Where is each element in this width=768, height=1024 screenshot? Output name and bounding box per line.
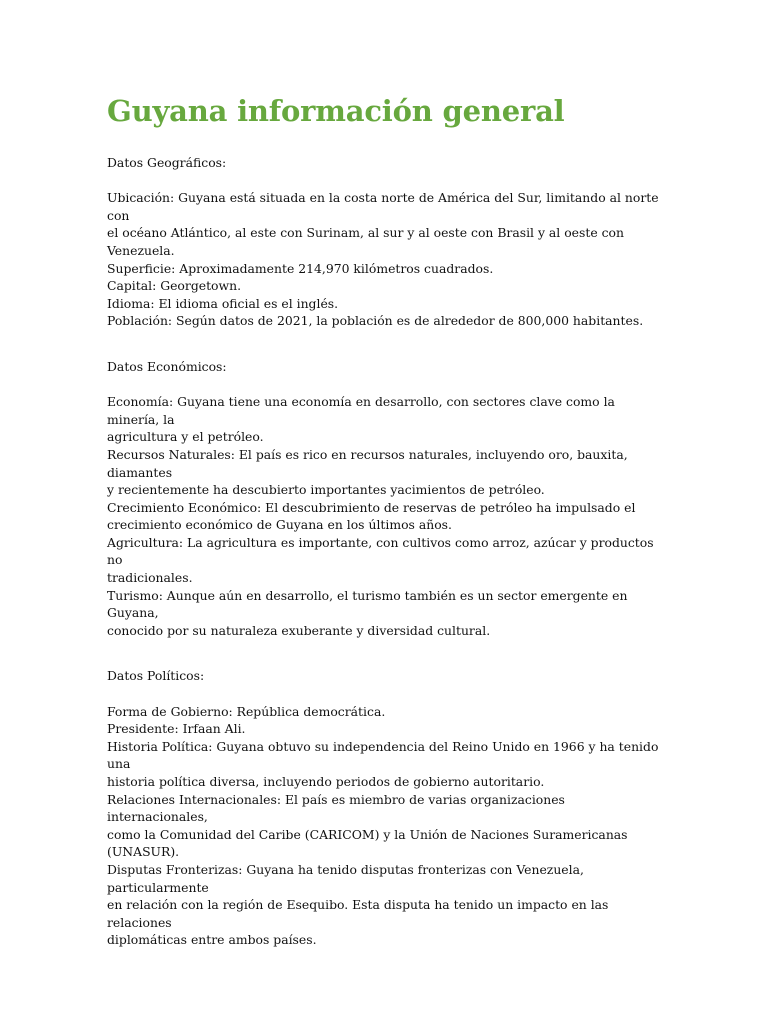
body-line: en relación con la región de Esequibo. Esta disputa ha tenido un impacto en las relaciones	[107, 897, 609, 930]
body-line: Capital: Georgetown.	[107, 278, 242, 294]
body-line: como la Comunidad del Caribe (CARICOM) y la Unión de Naciones Suramericanas	[107, 826, 628, 842]
section-heading-political: Datos Políticos:	[107, 668, 205, 684]
body-line: Economía: Guyana tiene una economía en desarrollo, con sectores clave como la minería, la	[107, 394, 615, 427]
body-line: tradicionales.	[107, 570, 193, 586]
body-line: Crecimiento Económico: El descubrimiento de reservas de petróleo ha impulsado el	[107, 499, 636, 515]
body-line: conocido por su naturaleza exuberante y diversidad cultural.	[107, 622, 491, 638]
section-body-political	[107, 703, 667, 949]
body-line: Forma de Gobierno: República democrática.	[107, 703, 386, 719]
body-line: el océano Atlántico, al este con Surinam, al sur y al oeste con Brasil y al oeste con Venezuela.	[107, 225, 624, 258]
body-line: Disputas Fronterizas: Guyana ha tenido disputas fronterizas con Venezuela, particularmente	[107, 861, 584, 895]
document-page	[107, 92, 667, 949]
body-line: Superficie: Aproximadamente 214,970 kilómetros cuadrados.	[107, 260, 494, 276]
section-heading-economic: Datos Económicos:	[107, 358, 227, 374]
body-line: (UNASUR).	[107, 844, 180, 860]
body-line: Población: Según datos de 2021, la población es de alrededor de 800,000 habitantes.	[107, 313, 644, 329]
body-line: Presidente: Irfaan Ali.	[107, 721, 246, 737]
body-line: diplomáticas entre ambos países.	[107, 932, 317, 948]
body-line: Ubicación: Guyana está situada en la costa norte de América del Sur, limitando al norte con	[107, 190, 659, 223]
body-line: Historia Política: Guyana obtuvo su independencia del Reino Unido en 1966 y ha tenido una	[107, 738, 659, 772]
section-body-economic	[107, 393, 667, 639]
body-line: historia política diversa, incluyendo periodos de gobierno autoritario.	[107, 774, 545, 789]
body-line: Agricultura: La agricultura es importante, con cultivos como arroz, azúcar y productos no	[107, 534, 654, 568]
document-title: Guyana información general	[107, 94, 565, 128]
body-line: crecimiento económico de Guyana en los últimos años.	[107, 517, 452, 533]
body-line: agricultura y el petróleo.	[107, 429, 264, 445]
body-line: y recientemente ha descubierto importantes yacimientos de petróleo.	[107, 482, 545, 498]
body-line: Recursos Naturales: El país es rico en recursos naturales, incluyendo oro, bauxita, diamantes	[107, 446, 628, 480]
body-line: Turismo: Aunque aún en desarrollo, el turismo también es un sector emergente en Guyana,	[107, 587, 628, 621]
body-line: Relaciones Internacionales: El país es miembro de varias organizaciones internacionales,	[107, 791, 565, 825]
section-body-geographic	[107, 189, 667, 330]
body-line: Idioma: El idioma oficial es el inglés.	[107, 295, 339, 311]
section-heading-geographic: Datos Geográficos:	[107, 155, 227, 170]
